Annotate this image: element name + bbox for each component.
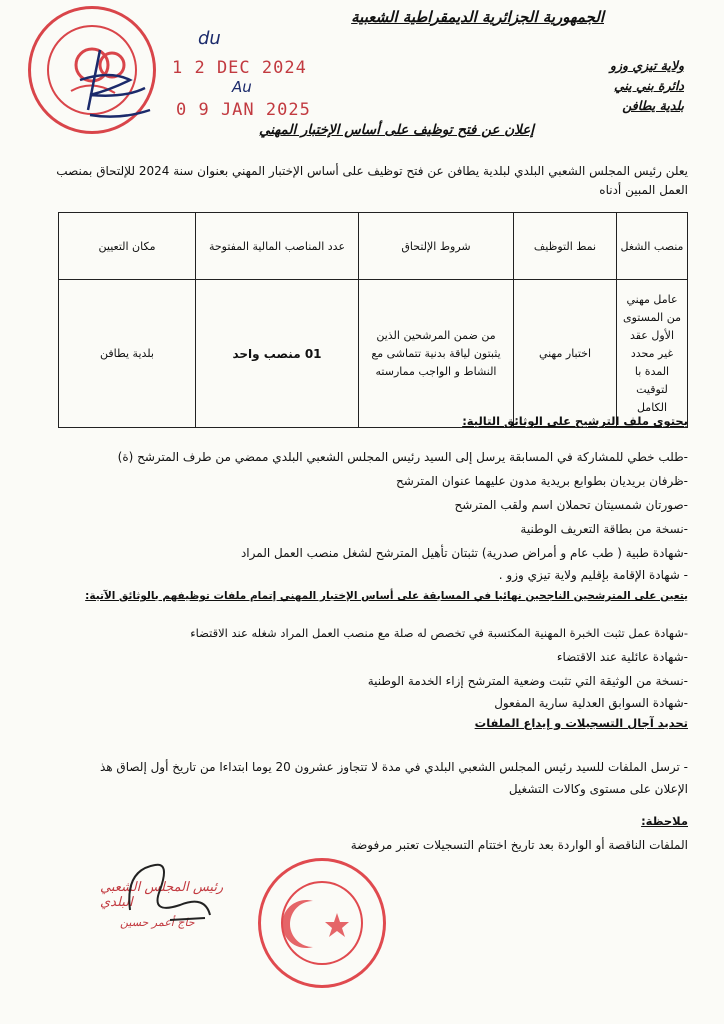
announcement-intro: يعلن رئيس المجلس الشعبي البلدي لبلدية يطافن عن فتح توظيف على أساس الإختبار المهني بعنوان سنة 2024 للإلتحاق بمنصب العمل المبين أدناه xyxy=(56,164,688,197)
deadline-heading: تحديد آجال التسجيلات و إيداع الملفات xyxy=(474,716,688,730)
municipal-stamp xyxy=(258,858,386,988)
final-docs-heading: يتعين على المترشحين الناجحين نهائيا في المسابقة على أساس الإختبار المهني إتمام ملفات توظيفهم بالوثائق الآتية: xyxy=(85,590,688,602)
table-header-row xyxy=(59,213,688,280)
header-conditions: شروط الإلتحاق xyxy=(359,213,514,280)
document-item-2: -ظرفان بريديان بطوابع بريدية مدون عليهما عنوان المترشح xyxy=(396,474,688,488)
final-item-2: -شهادة عائلية عند الاقتضاء xyxy=(556,650,688,664)
positions-table xyxy=(58,212,688,428)
document-item-4: -نسخة من بطاقة التعريف الوطنية xyxy=(520,522,688,536)
handwritten-initials-2: Au xyxy=(232,78,252,96)
cell-position: عامل مهني من المستوى الأول عقد غير محدد المدة با لتوقيت الكامل xyxy=(617,280,688,428)
announcement-title: إعلان عن فتح توظيف على أساس الإختبار المهني xyxy=(259,122,534,138)
note-text: الملفات الناقصة أو الواردة بعد تاريخ اختتام التسجيلات تعتبر مرفوضة xyxy=(350,838,688,852)
deadline-text: - ترسل الملفات للسيد رئيس المجلس الشعبي البلدي في مدة لا تتجاوز عشرون 20 يوما ابتداءا من تاريخ أول إلصاق هذ الإعلان على مستوى وكالات التشغيل xyxy=(99,760,688,796)
final-item-3: -نسخة من الوثيقة التي تثبت وضعية المترشح إزاء الخدمة الوطنية xyxy=(367,674,688,688)
handwritten-initials: du xyxy=(198,28,221,49)
header-count: عدد المناصب المالية المفتوحة xyxy=(196,213,359,280)
header-location: مكان التعيين xyxy=(59,213,196,280)
second-date-stamp: 0 9 JAN 2025 xyxy=(176,100,311,120)
crescent-star-emblem-icon xyxy=(261,861,385,987)
cell-conditions: من ضمن المرشحين الذين يثبتون لياقة بدنية تتماشى مع النشاط و الواجب ممارسته xyxy=(359,280,514,428)
wilaya-label: ولاية تيزي وزو xyxy=(609,58,684,73)
received-date-stamp: 1 2 DEC 2024 xyxy=(172,58,307,78)
document-item-6: - شهادة الإقامة بإقليم ولاية تيزي وزو . xyxy=(498,568,688,582)
document-item-3: -صورتان شمسيتان تحملان اسم ولقب المترشح xyxy=(454,498,688,512)
header-mode: نمط التوظيف xyxy=(514,213,617,280)
header-position: منصب الشغل xyxy=(617,213,688,280)
commune-label: بلدية يطافن xyxy=(622,98,684,113)
final-item-1: -شهادة عمل تثبت الخبرة المهنية المكتسبة في تخصص له صلة مع منصب العمل المراد شغله عند الاقتضاء xyxy=(190,626,688,640)
handwritten-signature-top xyxy=(70,40,160,130)
signature-title: رئيس المجلس الشعبي البلدي xyxy=(100,880,224,910)
cell-count: 01 منصب واحد xyxy=(196,280,359,428)
table-row xyxy=(59,280,688,428)
handwritten-signature xyxy=(110,850,220,930)
republic-title: الجمهورية الجزائرية الديمقراطية الشعبية xyxy=(351,8,604,26)
cell-location: بلدية يطافن xyxy=(59,280,196,428)
final-item-4: -شهادة السوابق العدلية سارية المفعول xyxy=(494,696,688,710)
note-heading: ملاحظة: xyxy=(641,814,688,828)
documents-heading: يحتوي ملف الترشيح على الوثائق التالية: xyxy=(462,414,688,428)
daira-label: دائرة بني يني xyxy=(613,78,684,93)
signature-name: حاج أعمر حسين xyxy=(120,916,195,929)
document-item-1: -طلب خطي للمشاركة في المسابقة يرسل إلى السيد رئيس المجلس الشعبي البلدي ممضي من طرف المترشح (ة) xyxy=(117,450,688,464)
document-item-5: -شهادة طبية ( طب عام و أمراض صدرية) تثبتان تأهيل المترشح لشغل منصب العمل المراد xyxy=(240,546,688,560)
cell-mode: اختبار مهني xyxy=(514,280,617,428)
